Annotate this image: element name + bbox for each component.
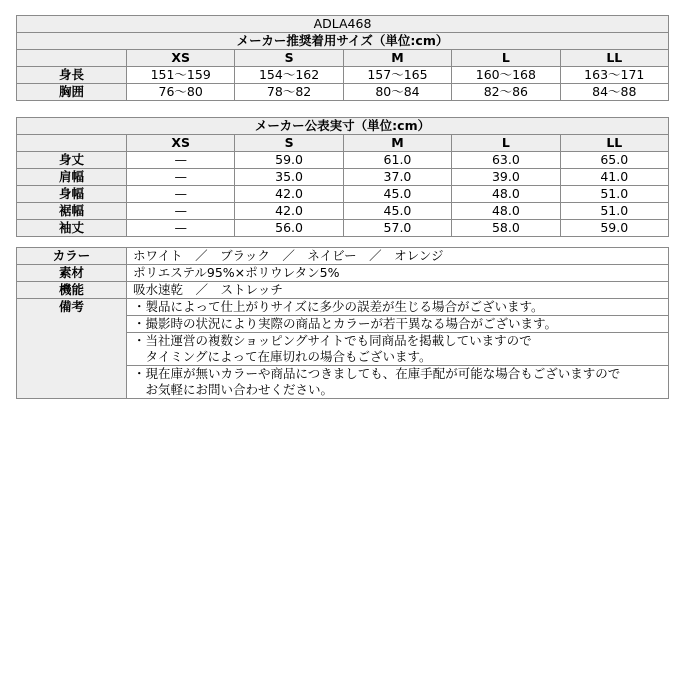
cell-value: 82〜86 <box>452 84 560 101</box>
product-info-table <box>16 247 669 399</box>
cell-value: 51.0 <box>560 186 668 203</box>
color-label: カラー <box>17 248 127 265</box>
cell-value: 42.0 <box>235 203 343 220</box>
table-row <box>17 248 669 265</box>
material-label: 素材 <box>17 265 127 282</box>
cell-value: 35.0 <box>235 169 343 186</box>
cell-value: — <box>127 203 235 220</box>
cell-value: 59.0 <box>235 152 343 169</box>
row-label: 裾幅 <box>17 203 127 220</box>
material-value: ポリエステル95%×ポリウレタン5% <box>127 265 669 282</box>
table-row <box>17 203 669 220</box>
cell-value: 63.0 <box>452 152 560 169</box>
size-header: XS <box>127 135 235 152</box>
size-header: L <box>452 135 560 152</box>
note-line: タイミングによって在庫切れの場合もございます。 <box>133 349 432 364</box>
cell-value: — <box>127 169 235 186</box>
cell-value: 151〜159 <box>127 67 235 84</box>
note-line: ・現在庫が無いカラーや商品につきましても、在庫手配が可能な場合もございますので <box>133 366 621 381</box>
actual-measurement-table <box>16 117 669 237</box>
cell-value: 39.0 <box>452 169 560 186</box>
cell-value: 37.0 <box>343 169 451 186</box>
cell-value: 41.0 <box>560 169 668 186</box>
cell-value: 56.0 <box>235 220 343 237</box>
cell-value: 78〜82 <box>235 84 343 101</box>
cell-value: 57.0 <box>343 220 451 237</box>
cell-value: 76〜80 <box>127 84 235 101</box>
cell-value: 160〜168 <box>452 67 560 84</box>
row-label: 身丈 <box>17 152 127 169</box>
size-header: LL <box>560 135 668 152</box>
row-label: 胸囲 <box>17 84 127 101</box>
size-header: LL <box>560 50 668 67</box>
table-row <box>17 186 669 203</box>
row-label: 肩幅 <box>17 169 127 186</box>
size-header: L <box>452 50 560 67</box>
table-row <box>17 67 669 84</box>
cell-value: 48.0 <box>452 186 560 203</box>
size-header: S <box>235 50 343 67</box>
cell-value: 65.0 <box>560 152 668 169</box>
cell-value: 58.0 <box>452 220 560 237</box>
color-value: ホワイト ／ ブラック ／ ネイビー ／ オレンジ <box>127 248 669 265</box>
cell-value: 84〜88 <box>560 84 668 101</box>
product-code: ADLA468 <box>17 16 669 33</box>
table-row <box>17 282 669 299</box>
cell-value: 48.0 <box>452 203 560 220</box>
note-line: ・撮影時の状況により実際の商品とカラーが若干異なる場合がございます。 <box>127 316 669 333</box>
note-line: ・当社運営の複数ショッピングサイトでも同商品を掲載していますので <box>133 333 532 348</box>
cell-value: — <box>127 220 235 237</box>
cell-value: 51.0 <box>560 203 668 220</box>
function-label: 機能 <box>17 282 127 299</box>
cell-value: 42.0 <box>235 186 343 203</box>
size-header: XS <box>127 50 235 67</box>
corner-cell <box>17 50 127 67</box>
table-row <box>17 265 669 282</box>
cell-value: — <box>127 186 235 203</box>
row-label: 身長 <box>17 67 127 84</box>
table-row <box>17 299 669 316</box>
cell-value: 59.0 <box>560 220 668 237</box>
table-row <box>17 152 669 169</box>
table-row <box>17 220 669 237</box>
note-block <box>127 333 669 366</box>
cell-value: 163〜171 <box>560 67 668 84</box>
row-label: 身幅 <box>17 186 127 203</box>
cell-value: — <box>127 152 235 169</box>
note-line: ・製品によって仕上がりサイズに多少の誤差が生じる場合がございます。 <box>127 299 669 316</box>
note-block <box>127 366 669 399</box>
table-row <box>17 169 669 186</box>
recommended-size-table <box>16 15 669 101</box>
size-header: S <box>235 135 343 152</box>
cell-value: 45.0 <box>343 186 451 203</box>
notes-label: 備考 <box>17 299 127 399</box>
corner-cell <box>17 135 127 152</box>
cell-value: 157〜165 <box>343 67 451 84</box>
size-header: M <box>343 50 451 67</box>
cell-value: 154〜162 <box>235 67 343 84</box>
cell-value: 80〜84 <box>343 84 451 101</box>
measurement-title: メーカー公表実寸（単位:cm） <box>17 118 669 135</box>
size-header: M <box>343 135 451 152</box>
cell-value: 45.0 <box>343 203 451 220</box>
function-value: 吸水速乾 ／ ストレッチ <box>127 282 669 299</box>
row-label: 袖丈 <box>17 220 127 237</box>
note-line: お気軽にお問い合わせください。 <box>133 382 334 397</box>
cell-value: 61.0 <box>343 152 451 169</box>
recommended-size-title: メーカー推奨着用サイズ（単位:cm） <box>17 33 669 50</box>
table-row <box>17 84 669 101</box>
